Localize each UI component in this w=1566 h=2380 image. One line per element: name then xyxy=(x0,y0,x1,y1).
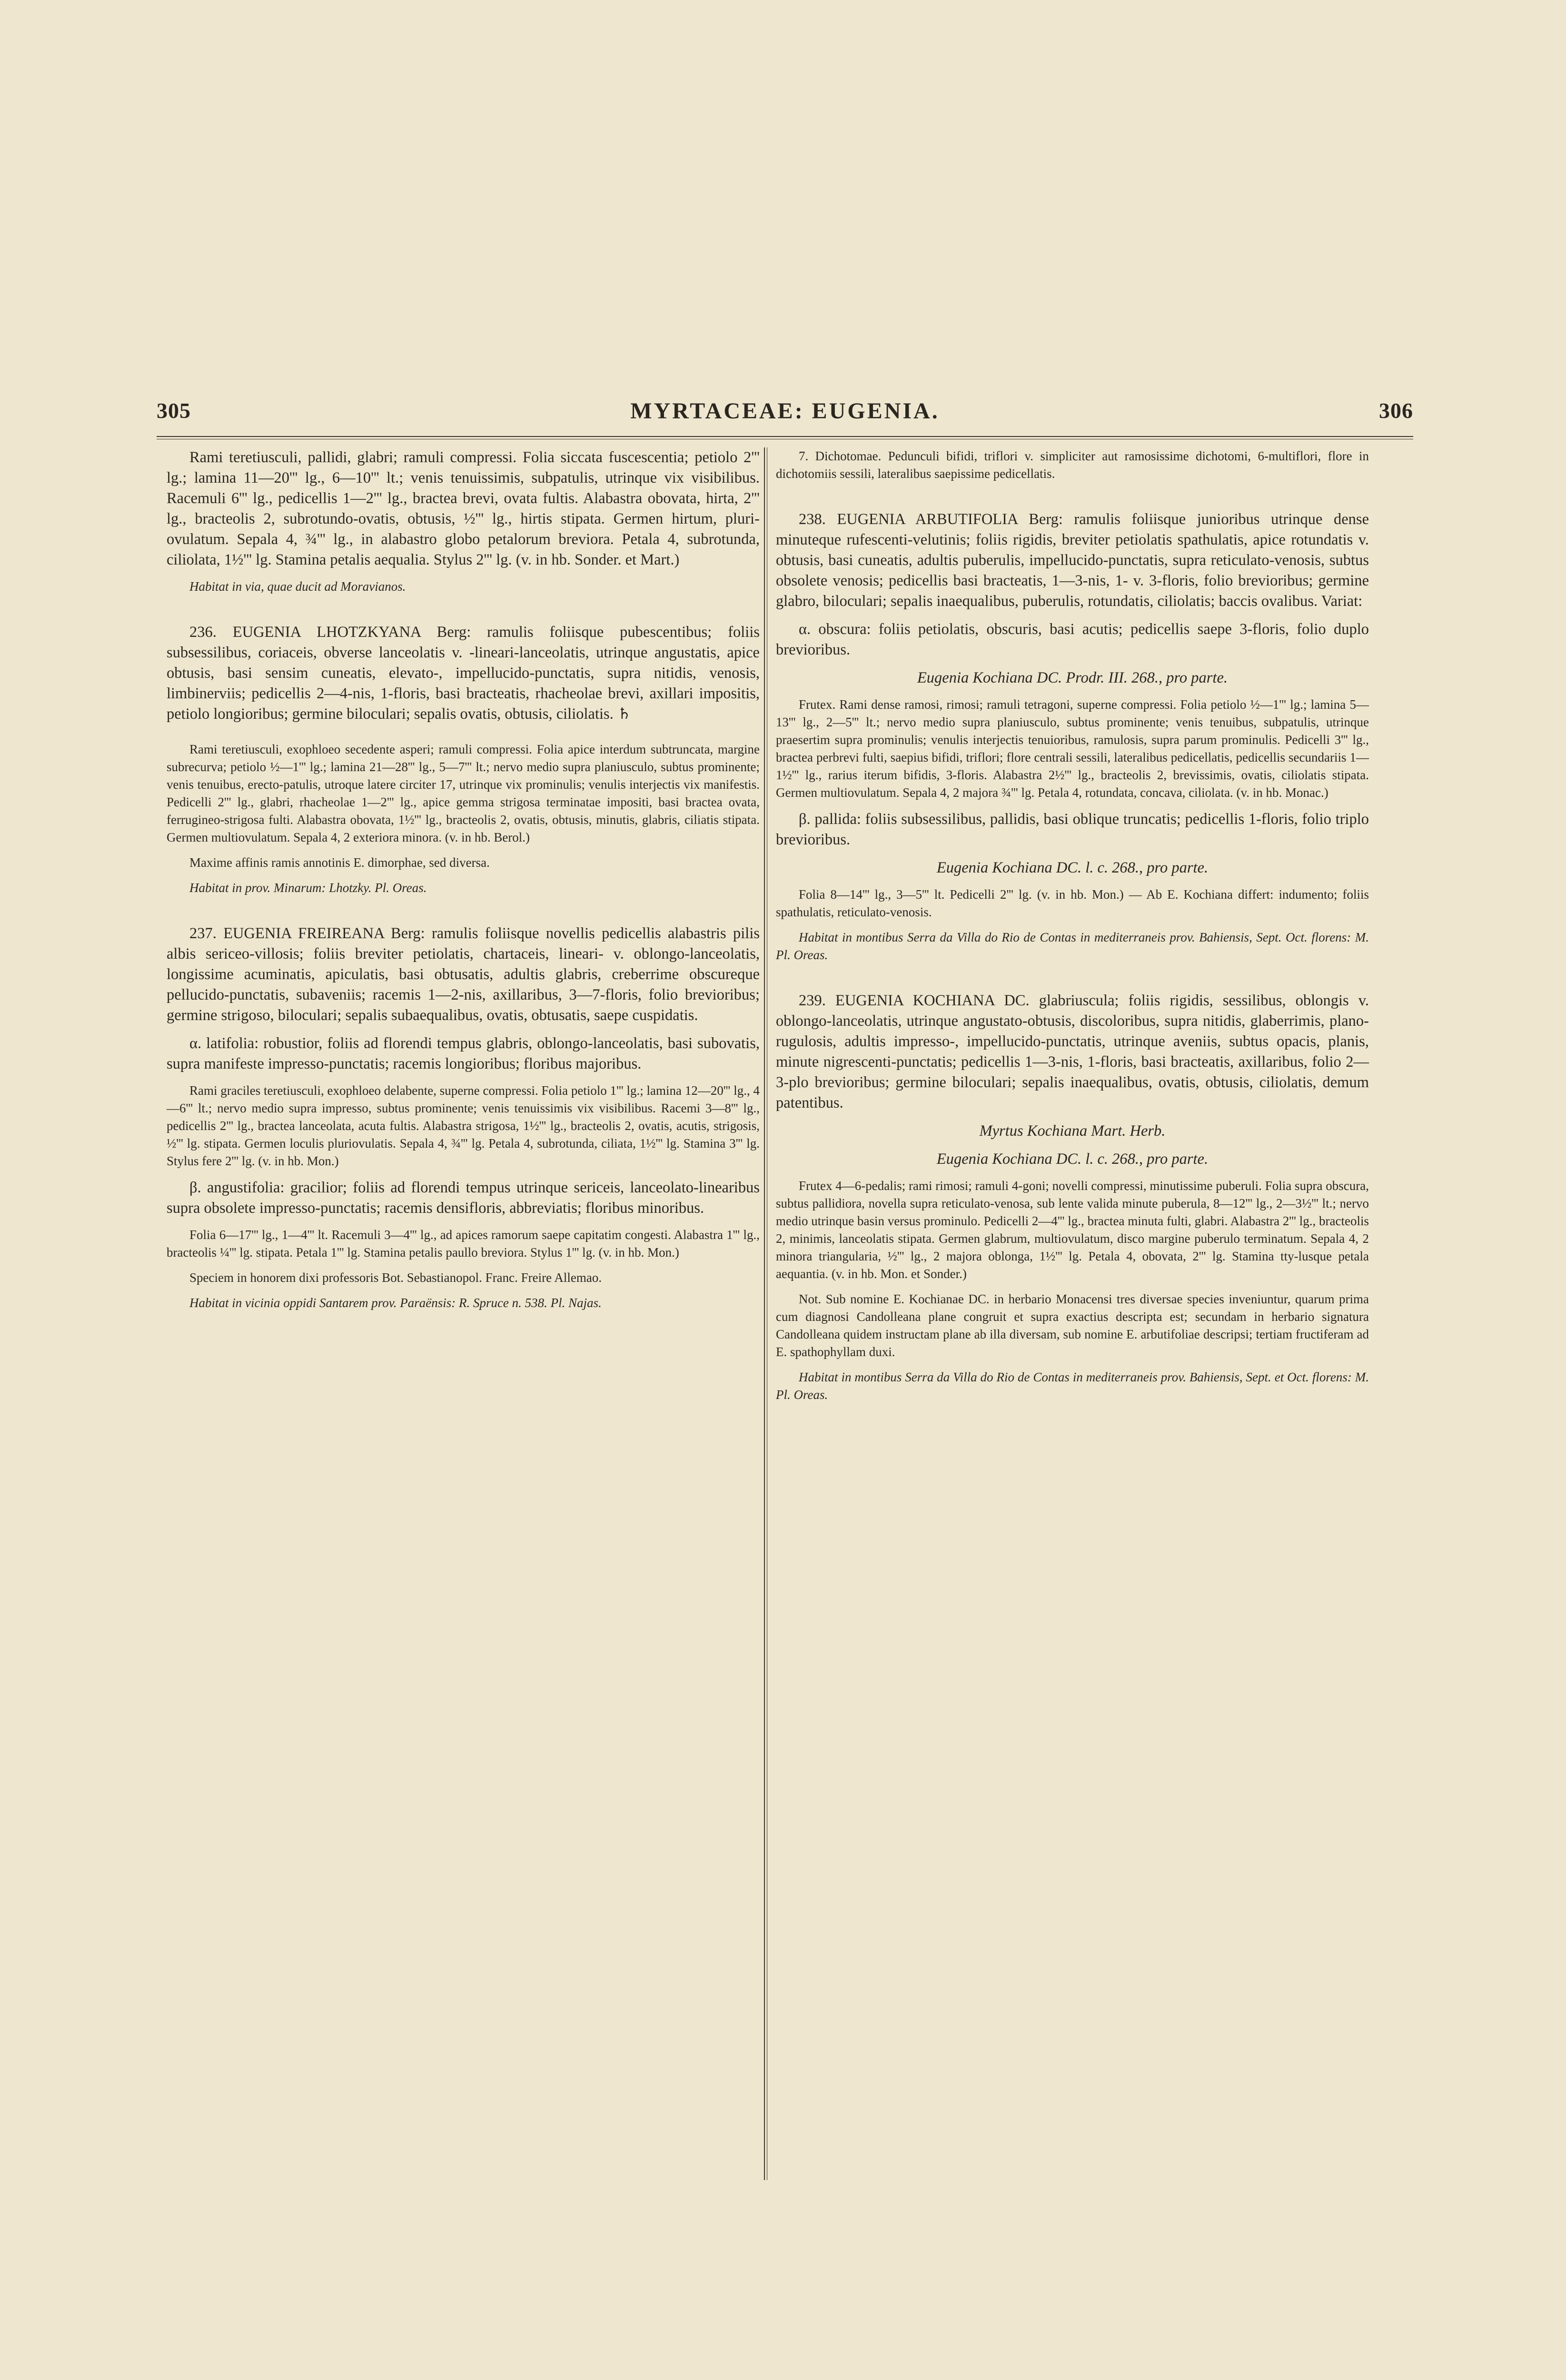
species-237-beta-description: Folia 6—17''' lg., 1—4''' lt. Racemuli 3—4''' lg., ad apices ramorum saepe capitatim congesti. Alabastra 1''' lg., bracteolis ¼''' lg. stipata. Petala 1''' lg. Stamina petalis paullo breviora. Stylus 1''' lg. (v. in hb. Mon.) xyxy=(167,1228,760,1259)
species-238-variety-beta: β. pallida: foliis subsessilibus, pallidis, basi oblique truncatis; pedicellis 1-floris, folio triplo brevioribus. xyxy=(776,811,1369,848)
species-239-note: Not. Sub nomine E. Kochianae DC. in herbario Monacensi tres diversae species inveniuntur, quarum prima cum diagnosi Candolleana plane congruit et supra exactius descripta est; secundam in herbario signatura Candolleana quidem instructam plane ab illa diversam, sub nomine E. arbutifoliae descripsi; tertiam fructiferam ad E. spathophyllam duxi. xyxy=(776,1292,1369,1359)
species-238-alpha-description: Frutex. Rami dense ramosi, rimosi; ramuli tetragoni, superne compressi. Folia petiolo ½—1''' lg.; lamina 5—13''' lg., 2—5''' lt.; nervo medio supra planiusculo, subtus prominente; venis tenuibus, subpatulis, utrinque praesertim supra prominulis; venulis interjectis tenuioribus, ramulosis, supra parum prominulis. Pedicelli 3''' lg., bractea perbrevi fulti, saepius bifidi, triflori; flore centrali sessili, lateralibus pedicellatis, pedicellis secundariis 1—1½''' lg., rarius iterum bifidis, 3-floris. Alabastra 2½''' lg., bracteolis 2, brevissimis, ovatis, ciliolatis stipata. Germen multiovulatum. Sepala 4, 2 majora ¾''' lg. Petala 4, rotundata, concava, ciliolata. (v. in hb. Monac.) xyxy=(776,697,1369,800)
species-237-diagnosis: 237. EUGENIA FREIREANA Berg: ramulis foliisque novellis pedicellis alabastris pilis albis sericeo-villosis; foliis breviter petiolatis, chartaceis, lineari- v. oblongo-lanceolatis, longissime acuminatis, apiculatis, basi obtusatis, adultis glabris, creberrime obscureque pellucido-punctatis, subaveniis; racemis 1—2-nis, axillaribus, 3—7-floris, folio brevioribus; germine strigoso, biloculari; sepalis subaequalibus, ovatis, obtusatis, saepe cuspidatis. xyxy=(167,925,760,1024)
header-rule xyxy=(157,436,1413,437)
species-239-synonym-2: Eugenia Kochiana DC. l. c. 268., pro parte. xyxy=(936,1150,1209,1168)
species-238-variety-alpha: α. obscura: foliis petiolatis, obscuris, basi acutis; pedicellis saepe 3-floris, folio duplo brevioribus. xyxy=(776,621,1369,658)
left-column xyxy=(167,447,760,1319)
species-237-variety-beta: β. angustifolia: gracilior; foliis ad florendi tempus utrinque sericeis, lanceolato-linearibus supra obsolete impresso-punctatis; racemis densifloris, abbreviatis; floribus minoribus. xyxy=(167,1179,760,1217)
section-7-dichotomae: 7. Dichotomae. Pedunculi bifidi, triflori v. simpliciter aut ramosissime dichotomi, 6-multiflori, flore in dichotomiis sessili, lateralibus saepissime pedicellatis. xyxy=(776,449,1369,481)
species-238-beta-description: Folia 8—14''' lg., 3—5''' lt. Pedicelli 2''' lg. (v. in hb. Mon.) — Ab E. Kochiana differt: indumento; foliis spathulatis, reticulato-venosis. xyxy=(776,887,1369,919)
species-239-habitat: Habitat in montibus Serra da Villa do Rio de Contas in mediterraneis prov. Bahiensis, Sept. et Oct. florens: M. Pl. Oreas. xyxy=(776,1370,1369,1402)
species-236-habitat: Habitat in prov. Minarum: Lhotzky. Pl. Oreas. xyxy=(189,881,427,895)
species-239-diagnosis: 239. EUGENIA KOCHIANA DC. glabriuscula; foliis rigidis, sessilibus, oblongis v. oblongo-lanceolatis, utrinque angustato-obtusis, discoloribus, supra nitidis, glaberrimis, plano-rugulosis, adultis impresso-, impellucido-punctatis, utrinque aveniis, subtus opacis, planis, minute nigrescenti-punctatis; pedicellis 1—3-nis, 1-floris, basi bracteatis, axillaribus, folio 2—3-plo brevioribus; germine biloculari; sepalis inaequalibus, ovatis, obtusis, ciliolatis, demum patentibus. xyxy=(776,992,1369,1111)
species-236-diagnosis: 236. EUGENIA LHOTZKYANA Berg: ramulis foliisque pubescentibus; foliis subsessilibus, coriaceis, obverse lanceolatis v. -lineari-lanceolatis, utrinque angustatis, apice obtusis, basi sensim cuneatis, elevato-, impellucido-punctatis, supra nitidis, venosis, limbinerviis; pedicellis 2—4-nis, 1-floris, basi bracteatis, rhacheolae brevi, axillari impositis, petiolo longioribus; germine biloculari; sepalis ovatis, obtusis, ciliolatis. ♄ xyxy=(167,624,760,723)
species-237-variety-alpha: α. latifolia: robustior, foliis ad florendi tempus glabris, oblongo-lanceolatis, basi subovatis, supra manifeste impresso-punctatis; racemis longioribus; floribus majoribus. xyxy=(167,1035,760,1072)
running-title: MYRTACEAE: EUGENIA. xyxy=(630,398,940,424)
species-239-synonym-1: Myrtus Kochiana Mart. Herb. xyxy=(979,1122,1166,1140)
page-number-left: 305 xyxy=(157,398,191,423)
species-238-beta-synonym: Eugenia Kochiana DC. l. c. 268., pro parte. xyxy=(936,859,1209,876)
description-paragraph: Rami teretiusculi, pallidi, glabri; ramuli compressi. Folia siccata fuscescentia; petiolo 2''' lg.; lamina 11—20''' lg., 6—10''' lt.; venis tenuissimis, subpatulis, utrinque vix visibilibus. Racemuli 6''' lg., pedicellis 1—2''' lg., bractea brevi, ovata fultis. Alabastra obovata, hirta, 2''' lg., bracteolis 2, subrotundo-ovatis, obtusis, ½''' lg., hirtis stipata. Germen hirtum, pluri-ovulatum. Sepala 4, ¾''' lg., in alabastro globo petalorum breviora. Petala 4, subrotunda, ciliolata, 1½''' lg. Stamina petalis aequalia. Stylus 2''' lg. (v. in hb. Sonder. et Mart.) xyxy=(167,449,760,568)
right-column xyxy=(776,447,1369,1411)
page-header xyxy=(157,398,1413,441)
species-238-diagnosis: 238. EUGENIA ARBUTIFOLIA Berg: ramulis foliisque junioribus utrinque dense minuteque rufescenti-velutinis; foliis rigidis, breviter petiolatis spathulatis, apice rotundatis v. obtusis, basi cuneatis, adultis puberulis, impellucido-punctatis, supra reticulato-venosis, subtus obsolete venosis; pedicellis basi bracteatis, 1—3-nis, 1- v. 3-floris, folio brevioribus; germine glabro, biloculari; sepalis inaequalibus, puberulis, rotundatis, ciliolatis; baccis ovalibus. Variat: xyxy=(776,511,1369,610)
species-239-description: Frutex 4—6-pedalis; rami rimosi; ramuli 4-goni; novelli compressi, minutissime puberuli. Folia supra obscura, subtus pallidiora, novella supra reticulato-venosa, sub lente valida minute puberula, 8—12''' lg., 2—3½''' lt.; nervo medio utrinque basin versus prominulo. Pedicelli 2—4''' lg., bractea minuta fulti, glabri. Alabastra 2''' lg., bracteolis 2, minimis, lanceolatis stipata. Germen glabrum, multiovulatum, disco margine puberulo terminatum. Sepala 4, 2 minora triangularia, ½''' lg., 2 majora oblonga, 1½''' lg. Petala 4, obovata, 2''' lg. Stamina tty-lusque petala aequantia. (v. in hb. Mon. et Sonder.) xyxy=(776,1179,1369,1281)
species-237-alpha-description: Rami graciles teretiusculi, exophloeo delabente, superne compressi. Folia petiolo 1''' lg.; lamina 12—20''' lg., 4—6''' lt.; nervo medio supra impresso, subtus prominente; venis tenuissimis vix visibilibus. Racemi 3—8''' lg., pedicellis 2''' lg., bractea lanceolata, acuta fultis. Alabastra strigosa, 1½''' lg., bracteolis 2, ovatis, acutis, strigosis, ½''' lg. stipata. Germen loculis pluriovulatis. Sepala 4, ¾''' lg. Petala 4, subrotunda, ciliata, 1½''' lg. Stamina 3''' lg. Stylus fere 2''' lg. (v. in hb. Mon.) xyxy=(167,1083,760,1168)
species-238-alpha-synonym: Eugenia Kochiana DC. Prodr. III. 268., pro parte. xyxy=(917,669,1228,686)
species-237-habitat: Habitat in vicinia oppidi Santarem prov. Paraënsis: R. Spruce n. 538. Pl. Najas. xyxy=(189,1296,602,1310)
habitat-line: Habitat in via, quae ducit ad Moravianos. xyxy=(189,579,406,594)
species-236-note: Maxime affinis ramis annotinis E. dimorphae, sed diversa. xyxy=(189,855,490,870)
species-237-note: Speciem in honorem dixi professoris Bot. Sebastianopol. Franc. Freire Allemao. xyxy=(189,1270,602,1285)
page-number-right: 306 xyxy=(1379,398,1413,423)
column-divider xyxy=(764,447,765,2180)
species-238-habitat: Habitat in montibus Serra da Villa do Rio de Contas in mediterraneis prov. Bahiensis, Sept. Oct. florens: M. Pl. Oreas. xyxy=(776,930,1369,962)
species-236-description: Rami teretiusculi, exophloeo secedente asperi; ramuli compressi. Folia apice interdum subtruncata, margine subrecurva; petiolo ½—1''' lg.; lamina 21—28''' lg., 5—7''' lt.; nervo medio supra planiusculo, subtus prominente; venis tenuibus, erecto-patulis, utroque latere circiter 17, utrinque vix prominulis; venulis interjectis vix manifestis. Pedicelli 2''' lg., glabri, rhacheolae 1—2''' lg., apice gemma strigosa terminatae impositi, basi bractea ovata, ferrugineo-strigosa fulti. Alabastra obovata, 1½''' lg., bracteolis 2, ovatis, obtusis, minutis, glabris, ciliatis stipata. Germen multiovulatum. Sepala 4, 2 exteriora minora. (v. in hb. Berol.) xyxy=(167,742,760,844)
